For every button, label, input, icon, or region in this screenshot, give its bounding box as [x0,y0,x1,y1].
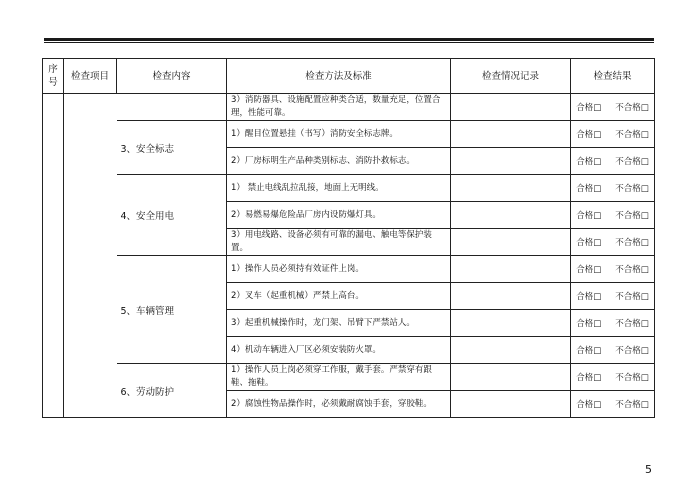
result-cell [571,148,655,175]
inspection-table [42,58,655,418]
pass-checkbox[interactable]: 合格□ [576,103,602,113]
content-electrical: 4、安全用电 [117,175,227,256]
fail-checkbox[interactable]: 不合格□ [615,184,649,194]
result-cell [571,256,655,283]
header-record: 检查情况记录 [451,59,571,94]
result-cell [571,391,655,418]
content-cell-fire-equipment [117,94,227,121]
header-rule-thin [44,42,654,43]
fail-checkbox[interactable]: 不合格□ [615,238,649,248]
fail-checkbox[interactable]: 不合格□ [615,265,649,275]
method-cell: 2）腐蚀性物品操作时，必须戴耐腐蚀手套，穿胶鞋。 [227,391,451,418]
table-row [43,94,655,121]
result-cell [571,175,655,202]
fail-checkbox[interactable]: 不合格□ [615,373,649,383]
method-cell: 2）叉车（起重机械）严禁上高台。 [227,283,451,310]
record-cell[interactable] [451,148,571,175]
pass-checkbox[interactable]: 合格□ [576,292,602,302]
content-vehicles: 5、车辆管理 [117,256,227,364]
pass-checkbox[interactable]: 合格□ [576,184,602,194]
header-item: 检查项目 [64,59,117,94]
method-cell: 2）厂房标明生产品种类别标志、消防扑救标志。 [227,148,451,175]
fail-checkbox[interactable]: 不合格□ [615,319,649,329]
fail-checkbox[interactable]: 不合格□ [615,157,649,167]
method-cell: 3）用电线路、设备必须有可靠的漏电、触电等保护装置。 [227,229,451,256]
method-cell: 2）易燃易爆危险品厂房内设防爆灯具。 [227,202,451,229]
record-cell[interactable] [451,391,571,418]
record-cell[interactable] [451,310,571,337]
pass-checkbox[interactable]: 合格□ [576,373,602,383]
fail-checkbox[interactable]: 不合格□ [615,292,649,302]
result-cell [571,229,655,256]
record-cell[interactable] [451,175,571,202]
pass-checkbox[interactable]: 合格□ [576,346,602,356]
serial-cell [43,94,64,418]
pass-checkbox[interactable]: 合格□ [576,400,602,410]
pass-checkbox[interactable]: 合格□ [576,157,602,167]
pass-checkbox[interactable]: 合格□ [576,238,602,248]
result-cell [571,283,655,310]
record-cell[interactable] [451,229,571,256]
header-content: 检查内容 [117,59,227,94]
record-cell[interactable] [451,202,571,229]
pass-checkbox[interactable]: 合格□ [576,319,602,329]
result-cell [571,202,655,229]
header-method: 检查方法及标准 [227,59,451,94]
pass-checkbox[interactable]: 合格□ [576,265,602,275]
content-labor-protection: 6、劳动防护 [117,364,227,418]
result-cell [571,364,655,391]
record-cell[interactable] [451,121,571,148]
record-cell[interactable] [451,337,571,364]
record-cell[interactable] [451,283,571,310]
result-cell [571,337,655,364]
pass-checkbox[interactable]: 合格□ [576,211,602,221]
content-safety-signs: 3、安全标志 [117,121,227,175]
table-row [43,256,655,283]
table-row [43,175,655,202]
fail-checkbox[interactable]: 不合格□ [615,346,649,356]
result-cell [571,310,655,337]
record-cell[interactable] [451,256,571,283]
method-cell: 3）起重机械操作时，龙门架、吊臂下严禁站人。 [227,310,451,337]
pass-checkbox[interactable]: 合格□ [576,130,602,140]
table-row [43,364,655,391]
method-cell: 1） 禁止电线乱拉乱接，地面上无明线。 [227,175,451,202]
fail-checkbox[interactable]: 不合格□ [615,211,649,221]
record-cell[interactable] [451,364,571,391]
fail-checkbox[interactable]: 不合格□ [615,103,649,113]
item-cell [64,94,117,418]
method-cell: 1）操作人员必须持有效证件上岗。 [227,256,451,283]
method-cell: 1）操作人员上岗必须穿工作服，戴手套。严禁穿有跟鞋、拖鞋。 [227,364,451,391]
table-header-row [43,59,655,94]
method-cell: 3）消防器具、设施配置应种类合适，数量充足，位置合理，性能可靠。 [227,94,451,121]
page-number: 5 [645,463,652,476]
header-rule-thick [44,38,654,41]
header-result: 检查结果 [571,59,655,94]
record-cell[interactable] [451,94,571,121]
fail-checkbox[interactable]: 不合格□ [615,130,649,140]
header-serial: 序号 [43,59,64,94]
table-row [43,121,655,148]
fail-checkbox[interactable]: 不合格□ [615,400,649,410]
method-cell: 1）醒目位置悬挂（书写）消防安全标志牌。 [227,121,451,148]
result-cell [571,94,655,121]
result-cell [571,121,655,148]
method-cell: 4）机动车辆进入厂区必须安装防火罩。 [227,337,451,364]
